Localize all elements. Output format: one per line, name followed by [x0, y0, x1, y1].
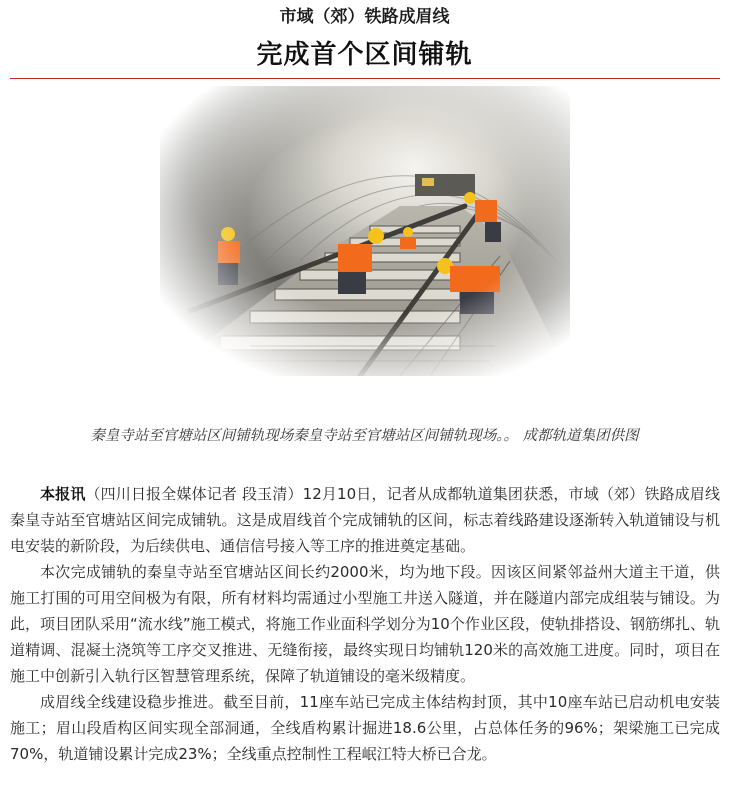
article-body — [10, 481, 720, 767]
track-laying-photo — [160, 86, 570, 376]
article-paragraph-3: 成眉线全线建设稳步推进。截至目前，11座车站已完成主体结构封顶，其中10座车站已启动机电安装施工；眉山段盾构区间实现全部洞通，全线盾构累计掘进18.6公里，占总体任务的96%；架梁施工已完成70%，轨道铺设累计完成23%；全线重点控制性工程岷江特大桥已合龙。 — [10, 693, 720, 763]
article-kicker: 市域（郊）铁路成眉线 — [279, 7, 450, 27]
article-paragraph-2: 本次完成铺轨的秦皇寺站至官塘站区间长约2000米，均为地下段。因该区间紧邻益州大道主干道，供施工打围的可用空间极为有限，所有材料均需通过小型施工井送入隧道，并在隧道内部完成组装与铺设。为此，项目团队采用“流水线”施工模式，将施工作业面科学划分为10个作业区段，使轨排搭设、钢筋绑扎、轨道精调、混凝土浇筑等工序交叉推进、无缝衔接，最终实现日均铺轨120米的高效施工进度。同时，项目在施工中创新引入轨行区智慧管理系统，保障了轨道铺设的毫米级精度。 — [10, 563, 720, 685]
photo-caption: 秦皇寺站至官塘站区间铺轨现场秦皇寺站至官塘站区间铺轨现场。。 成都轨道集团供图 — [90, 428, 639, 444]
paragraph-text: （四川日报全媒体记者 段玉清）12月10日，记者从成都轨道集团获悉，市域（郊）铁路成眉线秦皇寺站至官塘站区间完成铺轨。这是成眉线首个完成铺轨的区间，标志着线路建设逐渐转入轨道铺设与机电安装的新阶段，为后续供电、通信信号接入等工序的推进奠定基础。 — [10, 485, 720, 555]
headline-divider — [10, 78, 720, 79]
article-paragraph-1 — [10, 481, 720, 559]
article-headline: 完成首个区间铺轨 — [256, 40, 473, 70]
lead-label: 本报讯 — [40, 485, 86, 503]
